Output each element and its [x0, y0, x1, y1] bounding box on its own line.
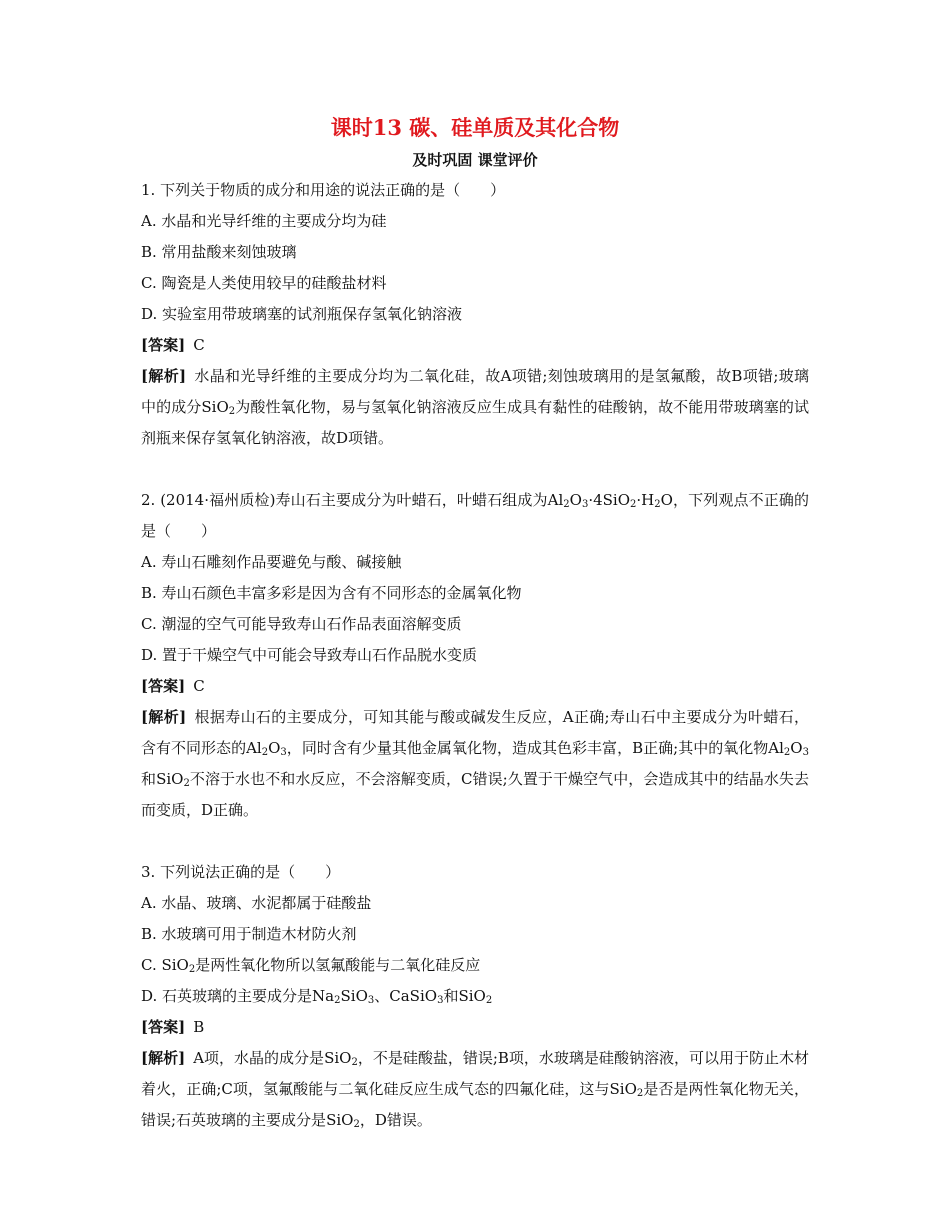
- option-d: D. 实验室用带玻璃塞的试剂瓶保存氢氧化钠溶液: [141, 305, 463, 323]
- chem-formula: $Al_2O_3$: [246, 739, 287, 758]
- question-stem: 3. 下列说法正确的是（ ）: [141, 863, 341, 881]
- explanation: [解析] 水晶和光导纤维的主要成分均为二氧化硅，故A项错;刻蚀玻璃用的是氢氟酸，故B项错;玻璃中的成分SiO$_2$为酸性氧化物，易与氢氧化钠溶液反应生成具有黏性的硅酸钠，故不能用带玻璃塞的试剂瓶来保存氢氧化钠溶液，故D项错。: [141, 367, 809, 447]
- question-stem: 2. (2014·福州质检)寿山石主要成分为叶蜡石，叶蜡石组成为$Al_2O_3\cdot 4SiO_2\cdot H_2O$，下列观点不正确的是（ ）: [141, 491, 809, 540]
- chem-formula: $Al_2O_3$: [768, 739, 809, 758]
- chem-formula: SiO$_2$: [156, 770, 190, 789]
- chem-formula: SiO$_2$: [161, 956, 196, 975]
- chem-formula: CaSiO$_3$: [389, 987, 444, 1006]
- analysis-label: [解析]: [141, 367, 187, 385]
- chem-formula: SiO$_2$: [326, 1111, 360, 1130]
- answer-line: [141, 1012, 809, 1043]
- chem-formula: SiO$_2$: [458, 987, 493, 1006]
- exercise-content: [141, 175, 809, 1136]
- analysis-label: [解析]: [141, 1049, 186, 1067]
- answer-value: B: [193, 1018, 205, 1036]
- option-a: A. 寿山石雕刻作品要避免与酸、碱接触: [141, 553, 402, 571]
- answer-value: C: [193, 336, 205, 354]
- spacer: [141, 826, 809, 857]
- answer-label: [答案]: [141, 336, 186, 354]
- question-2: [141, 485, 809, 826]
- chem-formula: SiO$_2$: [201, 398, 236, 417]
- question-3: [141, 857, 809, 1136]
- chem-formula: $Al_2O_3\cdot 4SiO_2\cdot H_2O$: [547, 491, 673, 510]
- explanation: [解析] A项，水晶的成分是SiO$_2$，不是硅酸盐，错误;B项，水玻璃是硅酸钠溶液，可以用于防止木材着火，正确;C项，氢氟酸能与二氧化硅反应生成气态的四氟化硅，这与SiO$_2$是否是两性氧化物无关，错误;石英玻璃的主要成分是SiO$_2$，D错误。: [141, 1049, 809, 1130]
- answer-label: [答案]: [141, 677, 186, 695]
- chem-formula: $Na_2SiO_3$: [312, 987, 375, 1006]
- option-c: C. SiO$_2$是两性氧化物所以氢氟酸能与二氧化硅反应: [141, 956, 481, 975]
- option-a: A. 水晶和光导纤维的主要成分均为硅: [141, 212, 387, 230]
- option-d: D. 置于干燥空气中可能会导致寿山石作品脱水变质: [141, 646, 478, 664]
- question-1: [141, 175, 809, 454]
- answer-line: [141, 330, 809, 361]
- option-b: B. 水玻璃可用于制造木材防火剂: [141, 925, 357, 943]
- option-b: B. 寿山石颜色丰富多彩是因为含有不同形态的金属氧化物: [141, 584, 522, 602]
- answer-value: C: [193, 677, 205, 695]
- spacer: [141, 454, 809, 485]
- question-stem: 1. 下列关于物质的成分和用途的说法正确的是（ ）: [141, 181, 506, 199]
- chem-formula: SiO$_2$: [609, 1080, 644, 1099]
- page-title: 课时13 碳、硅单质及其化合物: [330, 115, 620, 140]
- answer-line: [141, 671, 809, 702]
- answer-label: [答案]: [141, 1018, 186, 1036]
- analysis-label: [解析]: [141, 708, 187, 726]
- section-subtitle: 及时巩固 课堂评价: [412, 151, 538, 169]
- explanation: [解析] 根据寿山石的主要成分，可知其能与酸或碱发生反应，A正确;寿山石中主要成分为叶蜡石，含有不同形态的$Al_2O_3$，同时含有少量其他金属氧化物，造成其色彩丰富，B正确;其中的氧化物$Al_2O_3$和SiO$_2$不溶于水也不和水反应，不会溶解变质，C错误;久置于干燥空气中，会造成其中的结晶水失去而变质，D正确。: [141, 708, 809, 819]
- chem-formula: SiO$_2$: [324, 1049, 358, 1068]
- option-b: B. 常用盐酸来刻蚀玻璃: [141, 243, 297, 261]
- option-d: D. 石英玻璃的主要成分是$Na_2SiO_3$、CaSiO$_3$和SiO$_2$: [141, 987, 493, 1006]
- option-a: A. 水晶、玻璃、水泥都属于硅酸盐: [141, 894, 372, 912]
- option-c: C. 潮湿的空气可能导致寿山石作品表面溶解变质: [141, 615, 462, 633]
- option-c: C. 陶瓷是人类使用较早的硅酸盐材料: [141, 274, 387, 292]
